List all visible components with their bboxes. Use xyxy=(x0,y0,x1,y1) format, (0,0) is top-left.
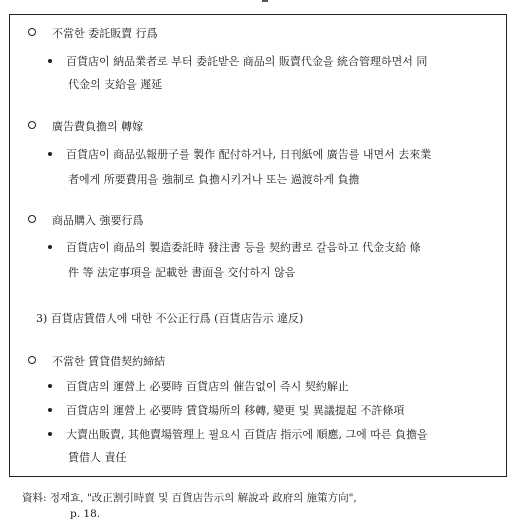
bullet-text: 百貨店이 商品弘報册子를 製作 配付하거나, 日刊紙에 廣告를 내면서 去來業 xyxy=(66,148,432,161)
source-page: p. 18. xyxy=(70,508,101,520)
section-heading-text: 不當한 賃貸借契約締結 xyxy=(52,355,166,368)
dot-bullet-icon xyxy=(48,152,52,156)
bullet-text: 大賣出販賣, 其他賣場管理上 필요시 百貨店 指示에 順應, 그에 따른 負擔을 xyxy=(66,428,428,441)
bullet-item xyxy=(48,403,404,419)
bullet-text: 百貨店의 運營上 必要時 百貨店의 催告없이 즉시 契約解止 xyxy=(66,380,349,393)
circle-bullet-icon xyxy=(28,28,36,36)
content-box xyxy=(9,14,507,477)
bullet-text: 百貨店의 運營上 必要時 賃貸場所의 移轉, 變更 및 異議提起 不許條項 xyxy=(66,404,405,417)
section-heading-consignment xyxy=(28,26,158,42)
bullet-item xyxy=(48,54,427,70)
bullet-item xyxy=(48,427,428,443)
circle-bullet-icon xyxy=(28,121,36,129)
bullet-item xyxy=(48,240,421,256)
circle-bullet-icon xyxy=(28,356,36,364)
section-heading-purchase xyxy=(28,213,144,229)
dot-bullet-icon xyxy=(48,432,52,436)
section-heading-text: 廣告費負擔의 轉嫁 xyxy=(52,120,144,133)
bullet-item xyxy=(48,379,349,395)
dot-bullet-icon xyxy=(48,59,52,63)
dot-bullet-icon xyxy=(48,245,52,249)
bullet-text: 百貨店이 商品의 製造委託時 發注書 등을 契約書로 갈음하고 代金支給 條 xyxy=(66,241,421,254)
dot-bullet-icon xyxy=(48,384,52,388)
bullet-continuation: 賃借人 責任 xyxy=(68,451,127,464)
section-heading-text: 不當한 委託販賣 行爲 xyxy=(52,27,158,40)
section-heading-text: 商品購入 強要行爲 xyxy=(52,214,144,227)
circle-bullet-icon xyxy=(28,215,36,223)
bullet-continuation: 代金의 支給을 遲延 xyxy=(68,78,163,91)
section-heading-lease xyxy=(28,354,165,370)
bullet-item xyxy=(48,147,431,163)
subsection-heading: 3) 百貨店賃借人에 대한 不公正行爲 (百貨店告示 違反) xyxy=(36,312,304,325)
section-heading-advertising xyxy=(28,119,143,135)
source-citation: 資料: 정재효, "改正割引時賣 및 百貨店告示의 解說과 政府의 施策方向", xyxy=(22,492,357,504)
top-mark xyxy=(262,0,268,2)
bullet-text: 百貨店이 納品業者로 부터 委託받은 商品의 販賣代金을 統合管理하면서 同 xyxy=(66,55,428,68)
bullet-continuation: 件 等 法定事項을 記載한 書面을 交付하지 않음 xyxy=(68,266,296,279)
bullet-continuation: 者에게 所要費用을 強制로 負擔시키거나 또는 過渡하게 負擔 xyxy=(68,173,360,186)
dot-bullet-icon xyxy=(48,408,52,412)
